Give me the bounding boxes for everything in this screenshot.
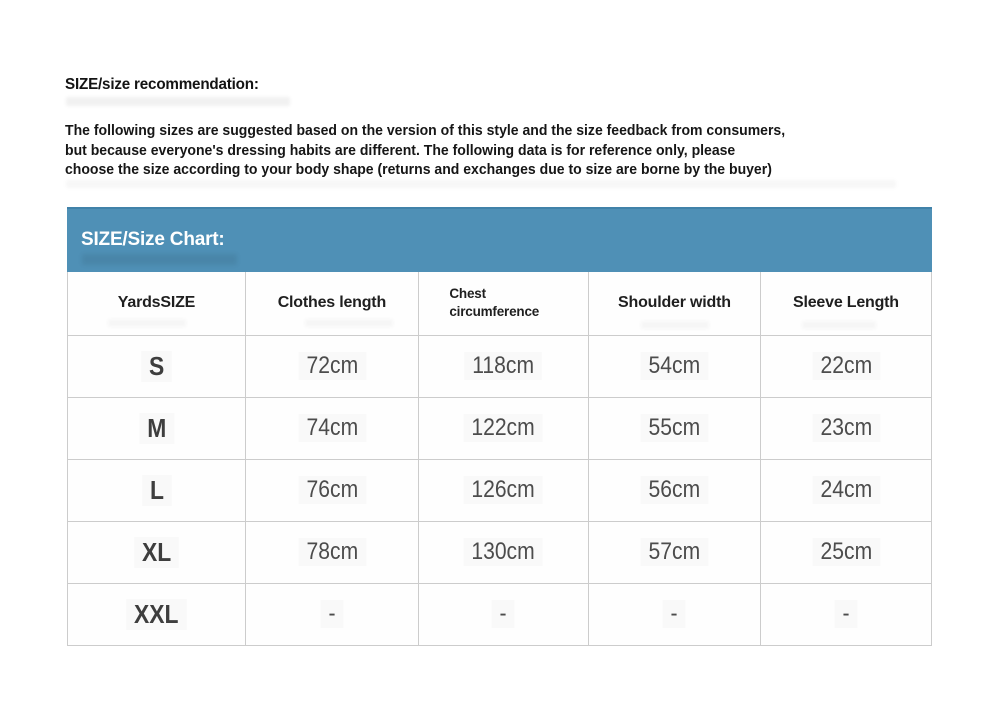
cell-sleeve-length: 24cm [760, 459, 931, 521]
cell-shoulder-width: - [588, 583, 760, 645]
cell-size: S [68, 335, 246, 397]
size-chart-banner [67, 207, 932, 272]
column-header-clothes-length: Clothes length [245, 272, 418, 335]
disclaimer-line: but because everyone's dressing habits are different. The following data is for reference only, please [65, 141, 736, 159]
cell-chest-circumference: - [418, 583, 588, 645]
size-disclaimer-paragraph [65, 121, 835, 180]
watermark-smudge [82, 254, 237, 265]
cell-shoulder-width: 57cm [588, 521, 760, 583]
cell-clothes-length: - [245, 583, 418, 645]
cell-clothes-length: 72cm [245, 335, 418, 397]
size-recommendation-title: SIZE/size recommendation: [65, 76, 259, 93]
cell-clothes-length: 78cm [245, 521, 418, 583]
size-chart-table [67, 272, 932, 646]
cell-size: XL [68, 521, 246, 583]
column-header-sleeve-length: Sleeve Length [760, 272, 931, 335]
cell-clothes-length: 76cm [245, 459, 418, 521]
cell-size: XXL [68, 583, 246, 645]
cell-chest-circumference: 118cm [418, 335, 588, 397]
size-chart-banner-label: SIZE/Size Chart: [81, 229, 225, 250]
column-header-shoulder-width: Shoulder width [588, 272, 760, 335]
cell-chest-circumference: 130cm [418, 521, 588, 583]
cell-size: L [68, 459, 246, 521]
cell-shoulder-width: 54cm [588, 335, 760, 397]
table-header-row [68, 272, 932, 335]
cell-shoulder-width: 55cm [588, 397, 760, 459]
watermark-smudge [66, 180, 896, 188]
cell-sleeve-length: - [760, 583, 931, 645]
table-row-m [68, 397, 932, 459]
column-header-size: YardsSIZE [68, 272, 246, 335]
disclaimer-line: choose the size according to your body shape (returns and exchanges due to size are borne by the buyer) [65, 161, 772, 178]
cell-sleeve-length: 25cm [760, 521, 931, 583]
table-row-xxl [68, 583, 932, 645]
cell-sleeve-length: 23cm [760, 397, 931, 459]
cell-chest-circumference: 122cm [418, 397, 588, 459]
table-row-xl [68, 521, 932, 583]
cell-clothes-length: 74cm [245, 397, 418, 459]
column-header-chest-circumference: Chest circumference [418, 272, 588, 335]
cell-sleeve-length: 22cm [760, 335, 931, 397]
cell-chest-circumference: 126cm [418, 459, 588, 521]
watermark-smudge [66, 97, 290, 106]
cell-shoulder-width: 56cm [588, 459, 760, 521]
table-row-l [68, 459, 932, 521]
table-row-s [68, 335, 932, 397]
disclaimer-line: The following sizes are suggested based on the version of this style and the size feedback from consumers, [65, 122, 786, 139]
cell-size: M [68, 397, 246, 459]
